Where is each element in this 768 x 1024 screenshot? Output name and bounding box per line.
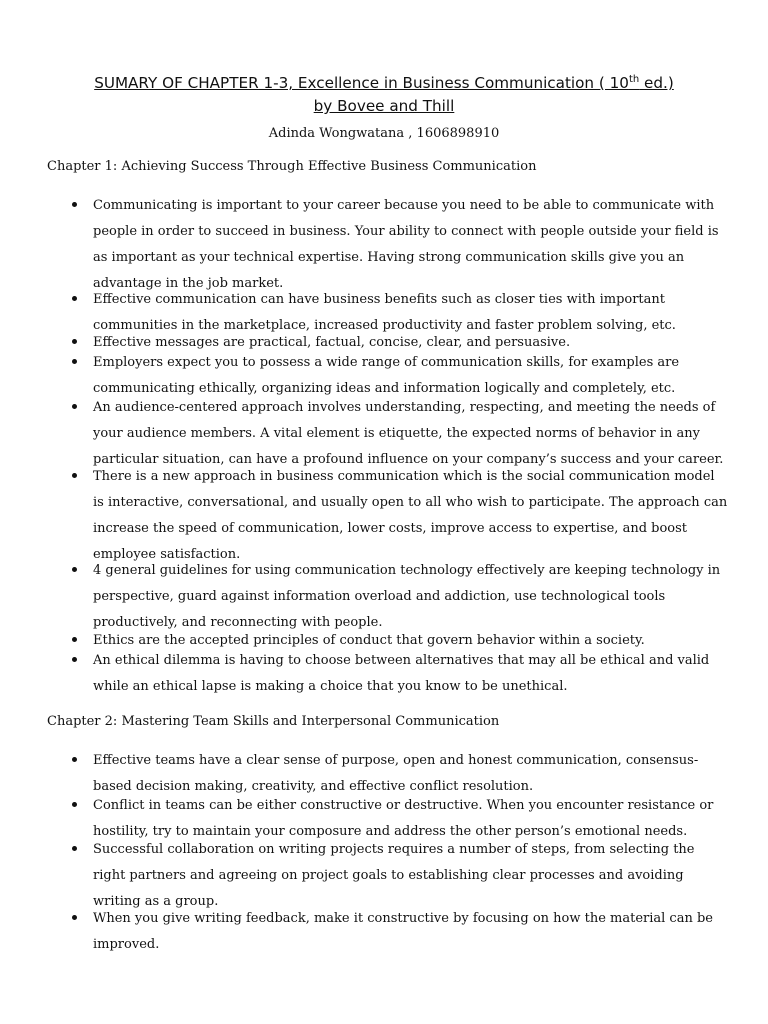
list-item <box>68 395 728 473</box>
list-item-text: Effective teams have a clear sense of purpose, open and honest communication, consensus-based decision making, creativity, and effective conflict resolution. <box>93 753 699 794</box>
list-item <box>68 906 728 958</box>
list-item-text: Ethics are the accepted principles of conduct that govern behavior within a society. <box>93 633 645 648</box>
list-item-text: When you give writing feedback, make it constructive by focusing on how the material can be improved. <box>93 911 713 952</box>
title-line-2: by Bovee and Thill <box>313 97 455 115</box>
author-line: Adinda Wongwatana , 1606898910 <box>268 126 500 141</box>
chapter-1-heading: Chapter 1: Achieving Success Through Effective Business Communication <box>47 159 537 174</box>
list-item <box>68 837 728 915</box>
chapter-2-heading: Chapter 2: Mastering Team Skills and Interpersonal Communication <box>47 714 500 729</box>
list-item-text: Communicating is important to your career because you need to be able to communicate with people in order to succeed in business. Your ability to connect with people outside your field is as important as your technical expertise. Having strong communication skills give you an advantage in the job market. <box>93 198 719 291</box>
title-text: SUMARY OF CHAPTER 1-3, Excellence in Business Communication ( 10 <box>94 74 629 92</box>
list-item <box>68 193 728 297</box>
list-item-text: There is a new approach in business communication which is the social communication model is interactive, conversational, and usually open to all who wish to participate. The approach can increase the speed of communication, lower costs, improve access to expertise, and boost employee satisfaction. <box>93 469 728 562</box>
document-title <box>40 72 728 118</box>
list-item-text: An ethical dilemma is having to choose between alternatives that may all be ethical and valid while an ethical lapse is making a choice that you know to be unethical. <box>93 653 710 694</box>
list-item-text: Effective messages are practical, factual, concise, clear, and persuasive. <box>93 335 571 350</box>
list-item <box>68 558 728 636</box>
list-item-text: An audience-centered approach involves understanding, respecting, and meeting the needs of your audience members. A vital element is etiquette, the expected norms of behavior in any particular situation, can have a profound influence on your company’s success and your career. <box>93 400 724 467</box>
list-item-text: Effective communication can have business benefits such as closer ties with important communities in the marketplace, increased productivity and faster problem solving, etc. <box>93 292 676 333</box>
title-superscript: th <box>628 73 640 85</box>
list-item-text: 4 general guidelines for using communication technology effectively are keeping technology in perspective, guard against information overload and addiction, use technological tools productively, and reconnecting with people. <box>93 563 721 630</box>
list-item-text: Employers expect you to possess a wide range of communication skills, for examples are communicating ethically, organizing ideas and information logically and completely, etc. <box>93 355 680 396</box>
list-item <box>68 464 728 568</box>
list-item-text: Conflict in teams can be either constructive or destructive. When you encounter resistance or hostility, try to maintain your composure and address the other person’s emotional needs. <box>93 798 714 839</box>
title-text-end: ed.) <box>639 74 674 92</box>
list-item-text: Successful collaboration on writing projects requires a number of steps, from selecting the right partners and agreeing on project goals to establishing clear processes and avoiding writing as a group. <box>93 842 695 909</box>
list-item <box>68 648 728 700</box>
